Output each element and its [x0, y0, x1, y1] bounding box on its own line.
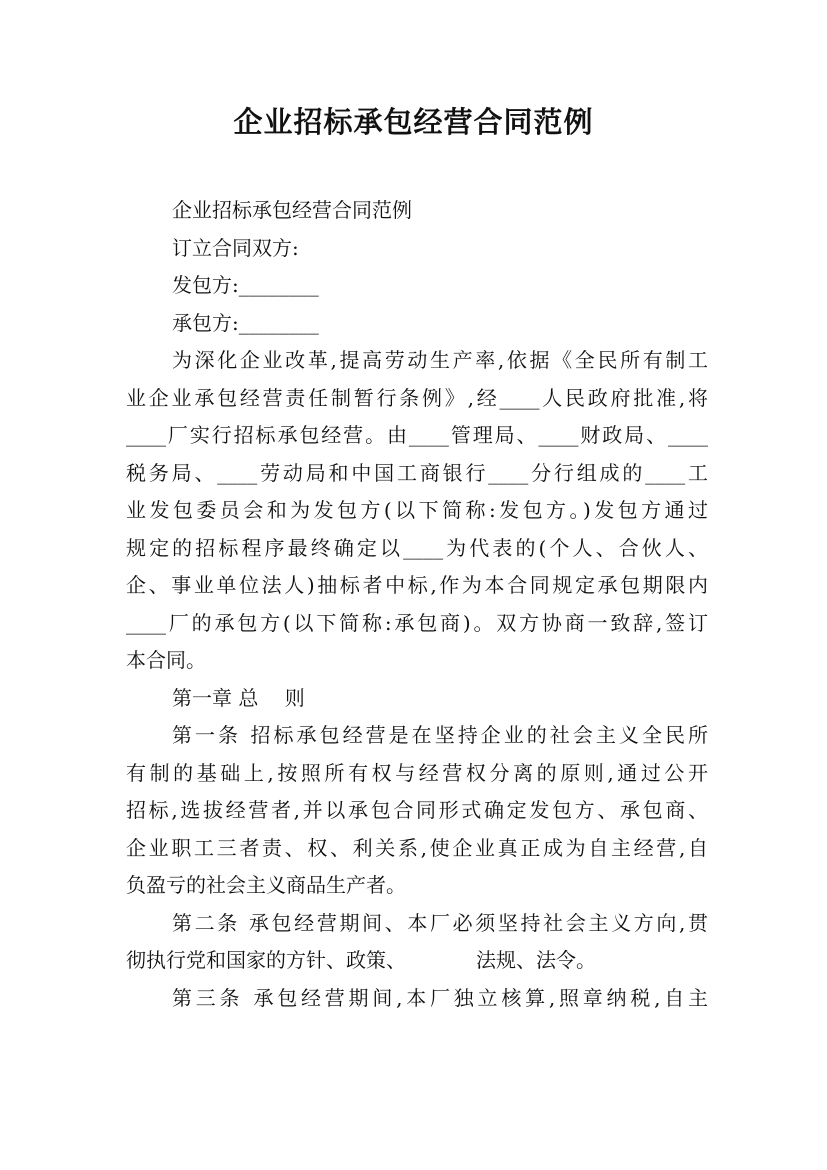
employer-line: 发包方:________ [172, 273, 319, 297]
paragraph-line: ____厂实行招标承包经营。由____管理局、____财政局、____ [126, 423, 708, 447]
article-line: 有制的基础上,按照所有权与经营权分离的原则,通过公开 [126, 760, 708, 785]
article-line: 第一条 招标承包经营是在坚持企业的社会主义全民所 [172, 723, 708, 747]
parties-heading: 订立合同双方: [172, 235, 299, 260]
chapter-heading: 第一章 总 则 [172, 685, 305, 710]
paragraph-line: 税务局、____劳动局和中国工商银行____分行组成的____工 [126, 460, 708, 485]
paragraph-line: 为深化企业改革,提高劳动生产率,依据《全民所有制工 [172, 348, 708, 372]
article-line: 第三条 承包经营期间,本厂独立核算,照章纳税,自主 [172, 985, 708, 1010]
article-line: 企业职工三者责、权、利关系,使企业真正成为自主经营,自 [126, 835, 708, 860]
article-line: 彻执行党和国家的方针、政策、 法规、法令。 [126, 948, 596, 972]
paragraph-line: 规定的招标程序最终确定以____为代表的(个人、合伙人、 [126, 535, 708, 560]
paragraph-line: 本合同。 [126, 648, 206, 672]
contract-subtitle: 企业招标承包经营合同范例 [172, 198, 412, 222]
contractor-line: 承包方:________ [172, 310, 319, 335]
paragraph-line: ____厂的承包方(以下简称:承包商)。双方协商一致辞,签订 [126, 610, 708, 635]
article-line: 第二条 承包经营期间、本厂必须坚持社会主义方向,贯 [172, 910, 708, 935]
paragraph-line: 业企业承包经营责任制暂行条例》,经____人民政府批准,将 [126, 385, 708, 410]
paragraph-line: 企、事业单位法人)抽标者中标,作为本合同规定承包期限内 [126, 573, 708, 597]
article-line: 招标,选拔经营者,并以承包合同形式确定发包方、承包商、 [126, 798, 708, 822]
document-body [126, 192, 708, 1017]
document-title: 企业招标承包经营合同范例 [233, 105, 594, 139]
paragraph-line: 业发包委员会和为发包方(以下简称:发包方。)发包方通过 [126, 498, 708, 522]
article-line: 负盈亏的社会主义商品生产者。 [126, 873, 406, 897]
